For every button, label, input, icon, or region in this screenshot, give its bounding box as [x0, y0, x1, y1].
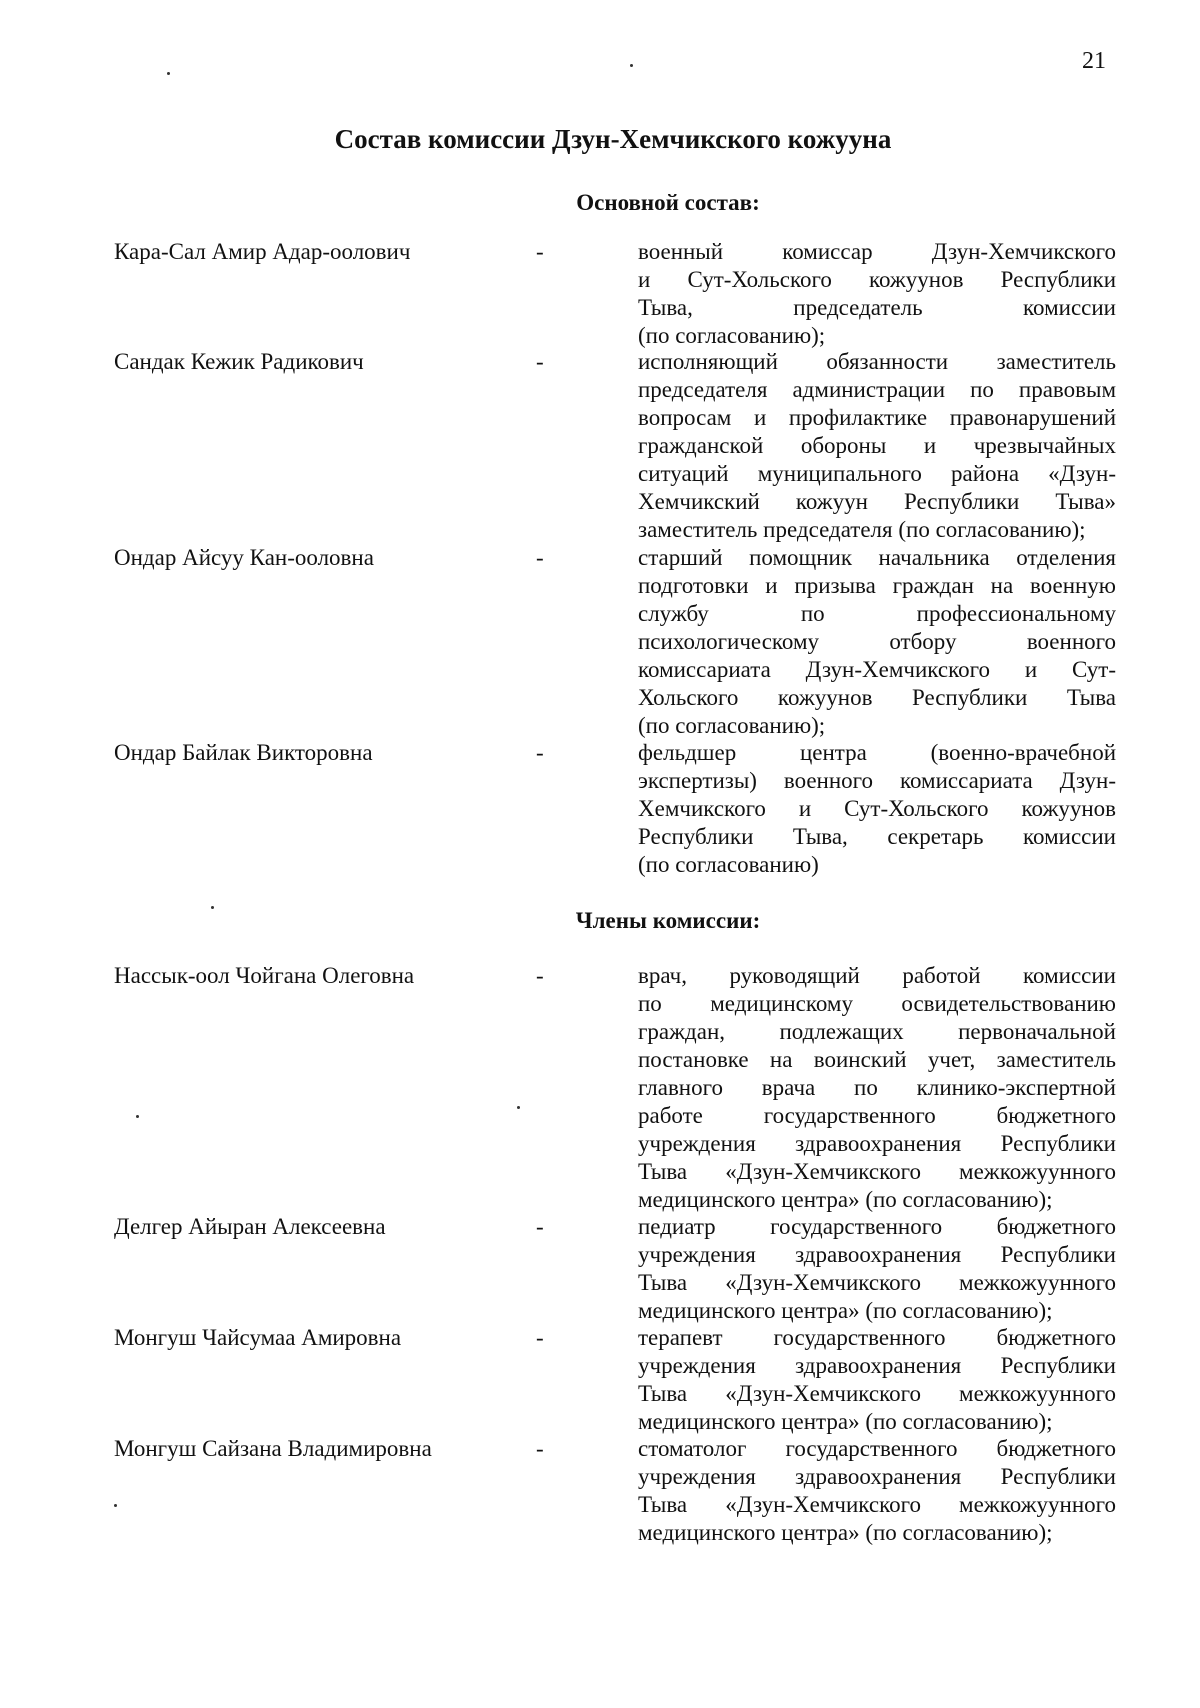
role-line: Хольского кожуунов Республики Тыва [638, 685, 1116, 710]
member-role [638, 348, 1116, 544]
role-line: медицинского центра» (по согласованию); [638, 1187, 1053, 1212]
role-line: военный комиссар Дзун-Хемчикского [638, 239, 1116, 264]
role-line: председателя администрации по правовым [638, 377, 1116, 402]
role-line: Хемчикский кожуун Республики Тыва» [638, 489, 1116, 514]
role-line: ситуаций муниципального района «Дзун- [638, 461, 1116, 486]
role-line: Тыва «Дзун-Хемчикского межкожуунного [638, 1492, 1116, 1517]
role-line: заместитель председателя (по согласованию); [638, 517, 1086, 542]
member-name: Кара-Сал Амир Адар-оолович [114, 239, 411, 264]
scan-speck [114, 1504, 117, 1507]
role-line: Тыва «Дзун-Хемчикского межкожуунного [638, 1381, 1116, 1406]
role-line: Тыва, председатель комиссии [638, 295, 1116, 320]
role-line: по медицинскому освидетельствованию [638, 991, 1116, 1016]
role-line: фельдшер центра (военно-врачебной [638, 740, 1116, 765]
member-role [638, 962, 1116, 1214]
document-title: Состав комиссии Дзун-Хемчикского кожууна [334, 124, 892, 154]
role-line: медицинского центра» (по согласованию); [638, 1298, 1053, 1323]
member-dash: - [536, 963, 544, 988]
role-line: педиатр государственного бюджетного [638, 1214, 1116, 1239]
role-line: медицинского центра» (по согласованию); [638, 1409, 1053, 1434]
role-line: исполняющий обязанности заместитель [638, 349, 1116, 374]
role-line: старший помощник начальника отделения [638, 545, 1116, 570]
commission-members-heading: Члены комиссии: [575, 908, 761, 933]
role-line: вопросам и профилактике правонарушений [638, 405, 1116, 430]
scan-speck [211, 906, 214, 909]
role-line: врач, руководящий работой комиссии [638, 963, 1116, 988]
member-dash: - [536, 349, 544, 374]
role-line: экспертизы) военного комиссариата Дзун- [638, 768, 1116, 793]
role-line: учреждения здравоохранения Республики [638, 1131, 1116, 1156]
member-dash: - [536, 740, 544, 765]
member-role [638, 238, 1116, 350]
member-role [638, 739, 1116, 879]
page-number: 21 [1082, 48, 1106, 74]
role-line: учреждения здравоохранения Республики [638, 1242, 1116, 1267]
scan-speck [136, 1115, 139, 1118]
member-name: Монгуш Сайзана Владимировна [114, 1436, 432, 1461]
member-dash: - [536, 1436, 544, 1461]
role-line: граждан, подлежащих первоначальной [638, 1019, 1116, 1044]
main-composition-heading: Основной состав: [576, 190, 760, 215]
member-name: Ондар Байлак Викторовна [114, 740, 373, 765]
role-line: службу по профессиональному [638, 601, 1116, 626]
role-line: медицинского центра» (по согласованию); [638, 1520, 1053, 1545]
role-line: (по согласованию); [638, 713, 826, 738]
member-role [638, 1435, 1116, 1547]
member-name: Делгер Айыран Алексеевна [114, 1214, 386, 1239]
role-line: учреждения здравоохранения Республики [638, 1464, 1116, 1489]
member-dash: - [536, 239, 544, 264]
role-line: стоматолог государственного бюджетного [638, 1436, 1116, 1461]
scan-speck [167, 72, 170, 75]
member-name: Ондар Айсуу Кан-ооловна [114, 545, 374, 570]
role-line: постановке на воинский учет, заместитель [638, 1047, 1116, 1072]
member-name: Сандак Кежик Радикович [114, 349, 364, 374]
member-role [638, 1324, 1116, 1436]
role-line: (по согласованию); [638, 323, 826, 348]
scan-speck [517, 1106, 520, 1109]
member-role [638, 1213, 1116, 1325]
member-name: Монгуш Чайсумаа Амировна [114, 1325, 402, 1350]
role-line: гражданской обороны и чрезвычайных [638, 433, 1116, 458]
role-line: Хемчикского и Сут-Хольского кожуунов [638, 796, 1116, 821]
role-line: Тыва «Дзун-Хемчикского межкожуунного [638, 1159, 1116, 1184]
role-line: Тыва «Дзун-Хемчикского межкожуунного [638, 1270, 1116, 1295]
role-line: главного врача по клинико-экспертной [638, 1075, 1116, 1100]
role-line: работе государственного бюджетного [638, 1103, 1116, 1128]
member-role [638, 544, 1116, 740]
role-line: (по согласованию) [638, 852, 819, 877]
role-line: и Сут-Хольского кожуунов Республики [638, 267, 1116, 292]
role-line: психологическому отбору военного [638, 629, 1116, 654]
role-line: комиссариата Дзун-Хемчикского и Сут- [638, 657, 1116, 682]
role-line: Республики Тыва, секретарь комиссии [638, 824, 1116, 849]
role-line: учреждения здравоохранения Республики [638, 1353, 1116, 1378]
role-line: подготовки и призыва граждан на военную [638, 573, 1116, 598]
member-name: Нассык-оол Чойгана Олеговна [114, 963, 415, 988]
scan-speck [630, 64, 633, 67]
member-dash: - [536, 1214, 544, 1239]
member-dash: - [536, 545, 544, 570]
role-line: терапевт государственного бюджетного [638, 1325, 1116, 1350]
member-dash: - [536, 1325, 544, 1350]
